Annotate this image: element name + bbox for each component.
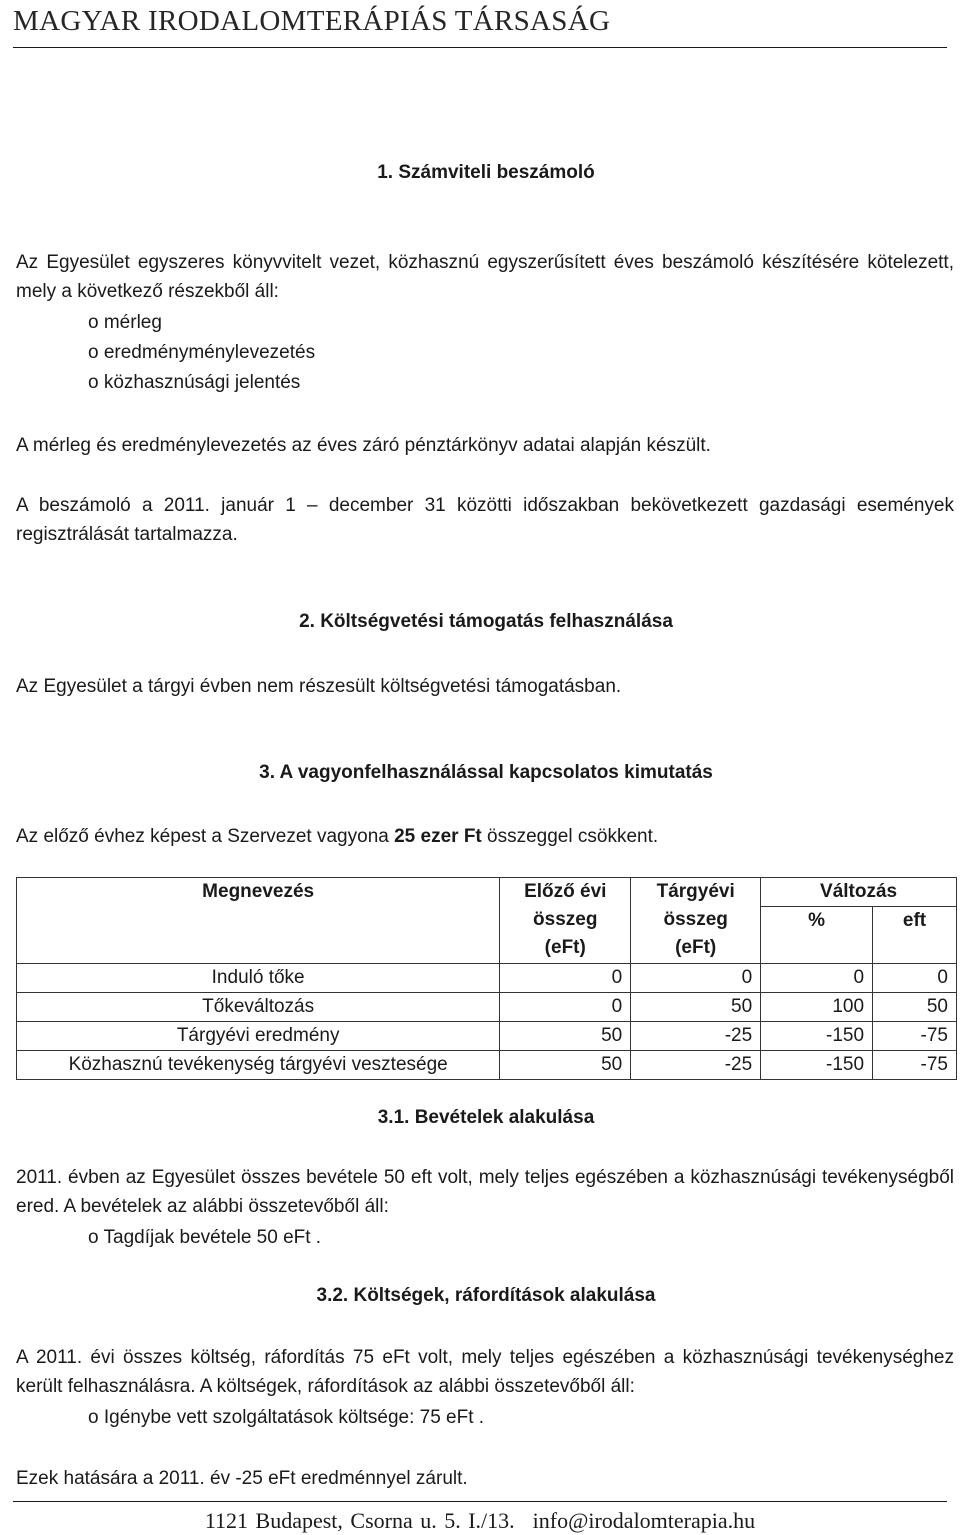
list-item-services-cost: o Igénybe vett szolgáltatások költsége: 75 eFt . <box>88 1407 485 1428</box>
section-3-1-title: 3.1. Bevételek alakulása <box>377 1107 595 1128</box>
closing-statement: Ezek hatására a 2011. év -25 eFt eredménnyel zárult. <box>16 1468 468 1489</box>
section-3-2-text: A 2011. évi összes költség, ráfordítás 75 eFt volt, mely teljes egészében a közhasznúsági tevékenységhez került felhasználásra. A költségek, ráfordítások az alábbi összetevőből áll: <box>16 1347 954 1397</box>
column-header-percent: % <box>761 907 873 964</box>
asset-change-table <box>16 877 957 1080</box>
table-row: Tőkeváltozás 0 50 100 50 <box>17 993 957 1022</box>
asset-decrease-amount: 25 ezer Ft <box>394 826 482 847</box>
column-header-previous-year: Előző évi összeg (eFt) <box>500 878 631 964</box>
column-header-name: Megnevezés <box>17 878 500 964</box>
list-item-merleg: o mérleg <box>88 312 162 333</box>
list-item-eredmenylevezetes: o eredményménylevezetés <box>88 342 316 363</box>
section-1-paragraph-3: A beszámoló a 2011. január 1 – december 31 közötti időszakban bekövetkezett gazdasági események regisztrálását tartalmazza. <box>16 495 954 545</box>
list-item-membership-fees: o Tagdíjak bevétele 50 eFt . <box>88 1227 322 1248</box>
footer-email[interactable]: info@irodalomterapia.hu <box>532 1508 756 1533</box>
page-footer <box>13 1501 947 1534</box>
section-2-text: Az Egyesület a tárgyi évben nem részesült költségvetési támogatásban. <box>16 676 622 697</box>
section-3-title: 3. A vagyonfelhasználással kapcsolatos kimutatás <box>259 762 713 783</box>
list-item-kozhasznusagi: o közhasznúsági jelentés <box>88 372 301 393</box>
column-header-current-year: Tárgyévi összeg (eFt) <box>631 878 761 964</box>
column-header-eft: eft <box>873 907 957 964</box>
section-3-text: Az előző évhez képest a Szervezet vagyona 25 ezer Ft összeggel csökkent. <box>16 826 659 847</box>
table-row: Tárgyévi eredmény 50 -25 -150 -75 <box>17 1022 957 1051</box>
section-1-intro: Az Egyesület egyszeres könyvvitelt vezet, közhasznú egyszerűsített éves beszámoló készítésére kötelezett, mely a következő részekből áll: <box>16 252 954 302</box>
section-1-title: 1. Számviteli beszámoló <box>377 162 595 183</box>
page-header <box>13 2 947 48</box>
section-1-paragraph-2: A mérleg és eredménylevezetés az éves záró pénztárkönyv adatai alapján készült. <box>16 435 711 456</box>
section-3-2-title: 3.2. Költségek, ráfordítások alakulása <box>316 1285 656 1306</box>
section-2-title: 2. Költségvetési támogatás felhasználása <box>299 611 673 632</box>
table-header-row <box>17 878 957 907</box>
table-row: Induló tőke 0 0 0 0 <box>17 964 957 993</box>
table-row: Közhasznú tevékenység tárgyévi vesztesége 50 -25 -150 -75 <box>17 1051 957 1080</box>
footer-address: 1121 Budapest, Csorna u. 5. I./13. <box>204 1508 515 1533</box>
column-header-change: Változás <box>761 878 957 907</box>
section-3-1-text: 2011. évben az Egyesület összes bevétele 50 eft volt, mely teljes egészében a közhasznúsági tevékenységből ered. A bevételek az alábbi összetevőből áll: <box>16 1167 954 1217</box>
organization-name: MAGYAR IRODALOMTERÁPIÁS TÁRSASÁG <box>13 5 611 37</box>
